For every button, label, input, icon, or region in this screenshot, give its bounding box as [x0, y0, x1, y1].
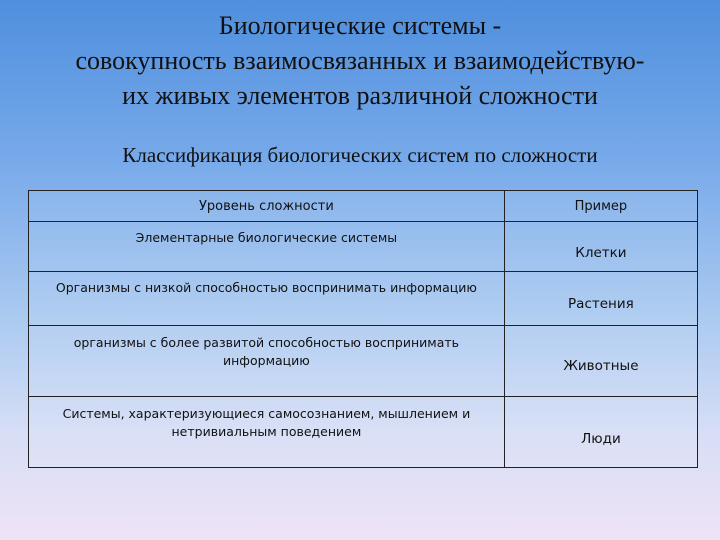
example-cell: Животные: [504, 326, 697, 397]
table-row: [29, 326, 698, 397]
table-row: [29, 397, 698, 468]
header-level: Уровень сложности: [29, 191, 505, 222]
slide-title: [20, 8, 700, 113]
classification-table: [28, 190, 698, 468]
level-cell: Элементарные биологические системы: [29, 222, 505, 272]
header-example: Пример: [504, 191, 697, 222]
level-cell: Системы, характеризующиеся самосознанием, мышлением и нетривиальным поведением: [29, 397, 505, 468]
table-row: [29, 272, 698, 326]
level-cell: Организмы с низкой способностью воспринимать информацию: [29, 272, 505, 326]
example-cell: Растения: [504, 272, 697, 326]
example-cell: Люди: [504, 397, 697, 468]
level-cell: организмы с более развитой способностью воспринимать информацию: [29, 326, 505, 397]
title-line-2: совокупность взаимосвязанных и взаимодействую-: [75, 46, 645, 75]
table-row: [29, 222, 698, 272]
title-line-1: Биологические системы -: [218, 11, 502, 40]
title-line-3: их живых элементов различной сложности: [122, 81, 598, 110]
example-cell: Клетки: [504, 222, 697, 272]
table-header-row: [29, 191, 698, 222]
table-caption: Классификация биологических систем по сложности: [122, 143, 598, 167]
